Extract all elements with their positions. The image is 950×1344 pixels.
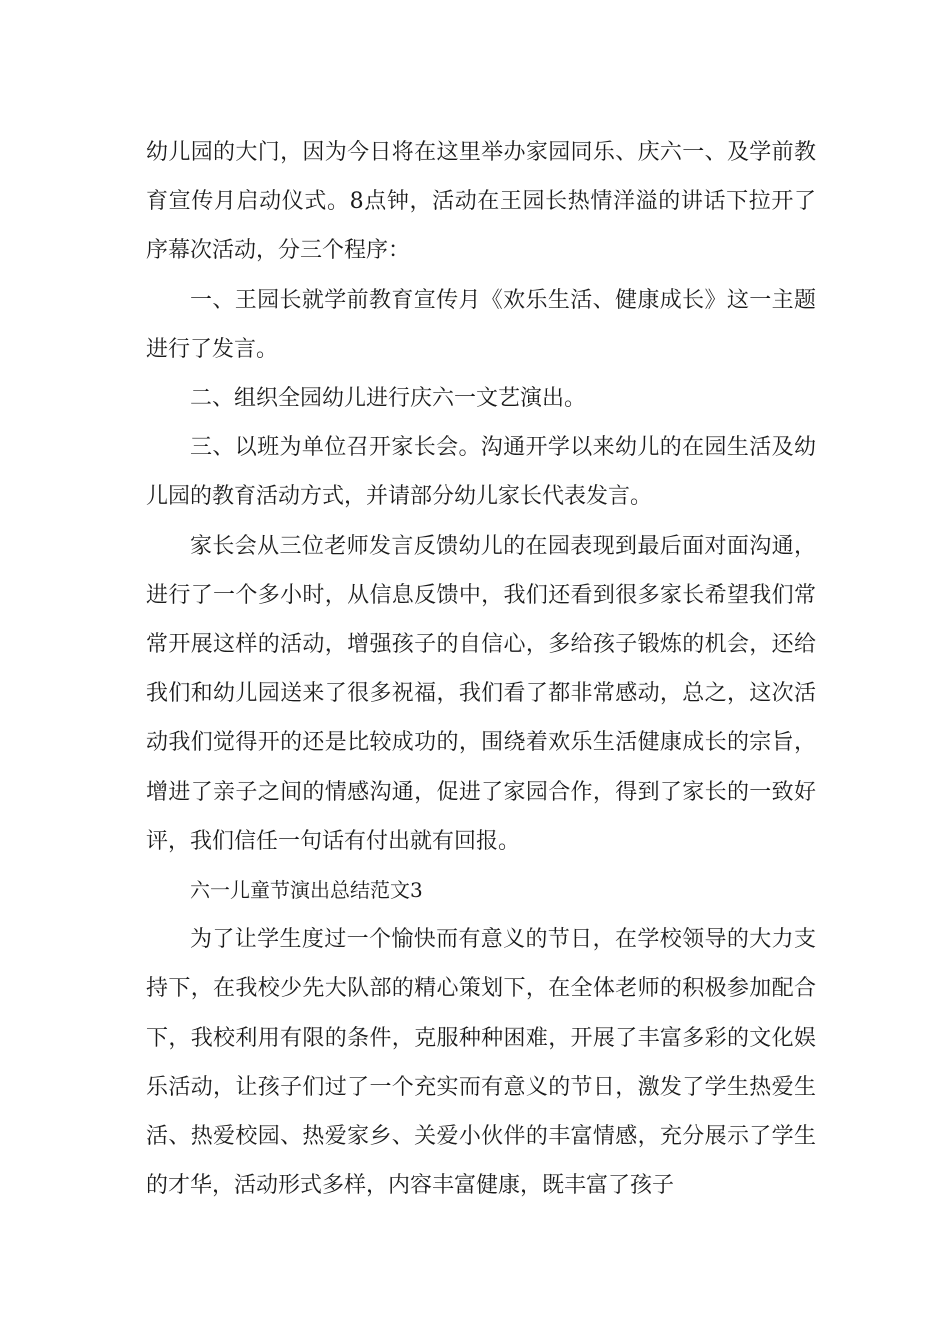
paragraph-section-3: 为了让学生度过一个愉快而有意义的节日，在学校领导的大力支持下，在我校少先大队部的精心策划下，在全体老师的积极参加配合下，我校利用有限的条件，克服种种困难，开展了丰富多彩的文化娱乐活动，让孩子们过了一个充实而有意义的节日，激发了学生热爱生活、热爱校园、热爱家乡、关爱小伙伴的丰富情感，充分展示了学生的才华，活动形式多样，内容丰富健康，既丰富了孩子 bbox=[146, 927, 816, 1199]
paragraph-item-3: 三、以班为单位召开家长会。沟通开学以来幼儿的在园生活及幼儿园的教育活动方式，并请部分幼儿家长代表发言。 bbox=[146, 435, 816, 510]
document-body bbox=[146, 128, 816, 1210]
paragraph-item-2: 二、组织全园幼儿进行庆六一文艺演出。 bbox=[190, 386, 587, 412]
paragraph-parent-meeting: 家长会从三位老师发言反馈幼儿的在园表现到最后面对面沟通，进行了一个多小时，从信息反馈中，我们还看到很多家长希望我们常常开展这样的活动，增强孩子的自信心，多给孩子锻炼的机会，还给我们和幼儿园送来了很多祝福，我们看了都非常感动，总之，这次活动我们觉得开的还是比较成功的，围绕着欢乐生活健康成长的宗旨，增进了亲子之间的情感沟通，促进了家园合作，得到了家长的一致好评，我们信任一句话有付出就有回报。 bbox=[146, 533, 816, 854]
paragraph-opening: 幼儿园的大门，因为今日将在这里举办家园同乐、庆六一、及学前教育宣传月启动仪式。8点钟，活动在王园长热情洋溢的讲话下拉开了序幕次活动，分三个程序： bbox=[146, 140, 816, 264]
paragraph-item-1: 一、王园长就学前教育宣传月《欢乐生活、健康成长》这一主题进行了发言。 bbox=[146, 287, 816, 362]
section-heading: 六一儿童节演出总结范文3 bbox=[190, 878, 423, 903]
